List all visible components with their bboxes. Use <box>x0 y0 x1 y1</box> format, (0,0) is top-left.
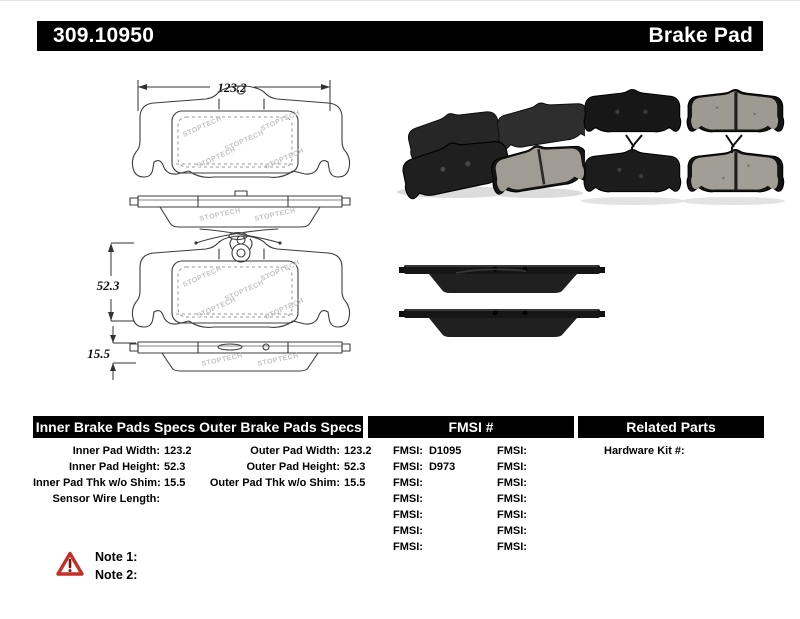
fmsi-title: FMSI # <box>448 419 494 435</box>
height-dimension <box>97 243 134 321</box>
width-dimension <box>138 80 330 111</box>
table-row: Sensor Wire Length: <box>52 493 160 505</box>
watermark: STOPTECH <box>256 352 300 368</box>
header-bar <box>37 21 763 51</box>
outer-specs-title: Outer Brake Pads Specs <box>199 419 362 435</box>
table-row: Outer Pad Thk w/o Shim: 15.5 <box>209 477 366 489</box>
table-row: FMSI: D1095 FMSI: <box>393 445 527 457</box>
thickness-dimension <box>87 326 136 380</box>
warning-icon <box>56 551 84 577</box>
related-parts-header-bar <box>578 416 764 438</box>
table-row: FMSI: FMSI: <box>393 541 527 553</box>
technical-drawing <box>80 71 380 383</box>
note-2: Note 2: <box>95 568 138 582</box>
fmsi-table <box>393 443 601 555</box>
height-dim-label: 52.3 <box>96 278 120 293</box>
watermark: STOPTECH <box>198 207 242 223</box>
table-row: Inner Pad Width: 123.2 <box>72 445 192 457</box>
watermark: STOPTECH <box>263 147 306 171</box>
related-parts-table <box>604 443 689 459</box>
pad-front-view-lower <box>132 236 349 327</box>
watermark: STOPTECH <box>200 352 244 368</box>
table-row: Hardware Kit #: <box>604 445 685 457</box>
pad-edge-view-top <box>130 191 350 227</box>
specs-header-bar <box>33 416 363 438</box>
inner-specs-table <box>33 443 192 507</box>
sensor-eyelet <box>230 239 252 262</box>
watermark: STOPTECH <box>259 109 302 133</box>
photo-pads-edge <box>398 257 606 347</box>
inner-specs-title: Inner Brake Pads Specs <box>35 419 196 435</box>
table-row: FMSI: FMSI: <box>393 509 527 521</box>
table-row: Inner Pad Thk w/o Shim: 15.5 <box>33 477 186 489</box>
outer-specs-table <box>198 443 372 491</box>
note-1: Note 1: <box>95 550 138 564</box>
watermark: STOPTECH <box>253 207 297 223</box>
product-type: Brake Pad <box>648 24 753 47</box>
table-row: Outer Pad Height: 52.3 <box>246 461 366 473</box>
part-number: 309.10950 <box>53 24 155 47</box>
table-row: FMSI: FMSI: <box>393 493 527 505</box>
table-row: Inner Pad Height: 52.3 <box>68 461 186 473</box>
table-row: FMSI: FMSI: <box>393 525 527 537</box>
watermark: STOPTECH <box>181 115 224 139</box>
width-dim-label: 123.2 <box>217 80 247 95</box>
table-row: FMSI: FMSI: <box>393 477 527 489</box>
pad-front-view <box>132 86 349 177</box>
pad-edge-view-bottom <box>130 342 350 371</box>
table-row: Outer Pad Width: 123.2 <box>250 445 372 457</box>
related-parts-title: Related Parts <box>626 419 716 435</box>
photo-pads-angled <box>395 96 585 201</box>
watermark: STOPTECH <box>195 146 238 170</box>
fmsi-header-bar <box>368 416 574 438</box>
table-row: FMSI: D973 FMSI: <box>393 461 527 473</box>
thickness-dim-label: 15.5 <box>87 346 110 361</box>
photo-pads-flat <box>578 83 788 208</box>
watermark: STOPTECH <box>223 129 266 153</box>
